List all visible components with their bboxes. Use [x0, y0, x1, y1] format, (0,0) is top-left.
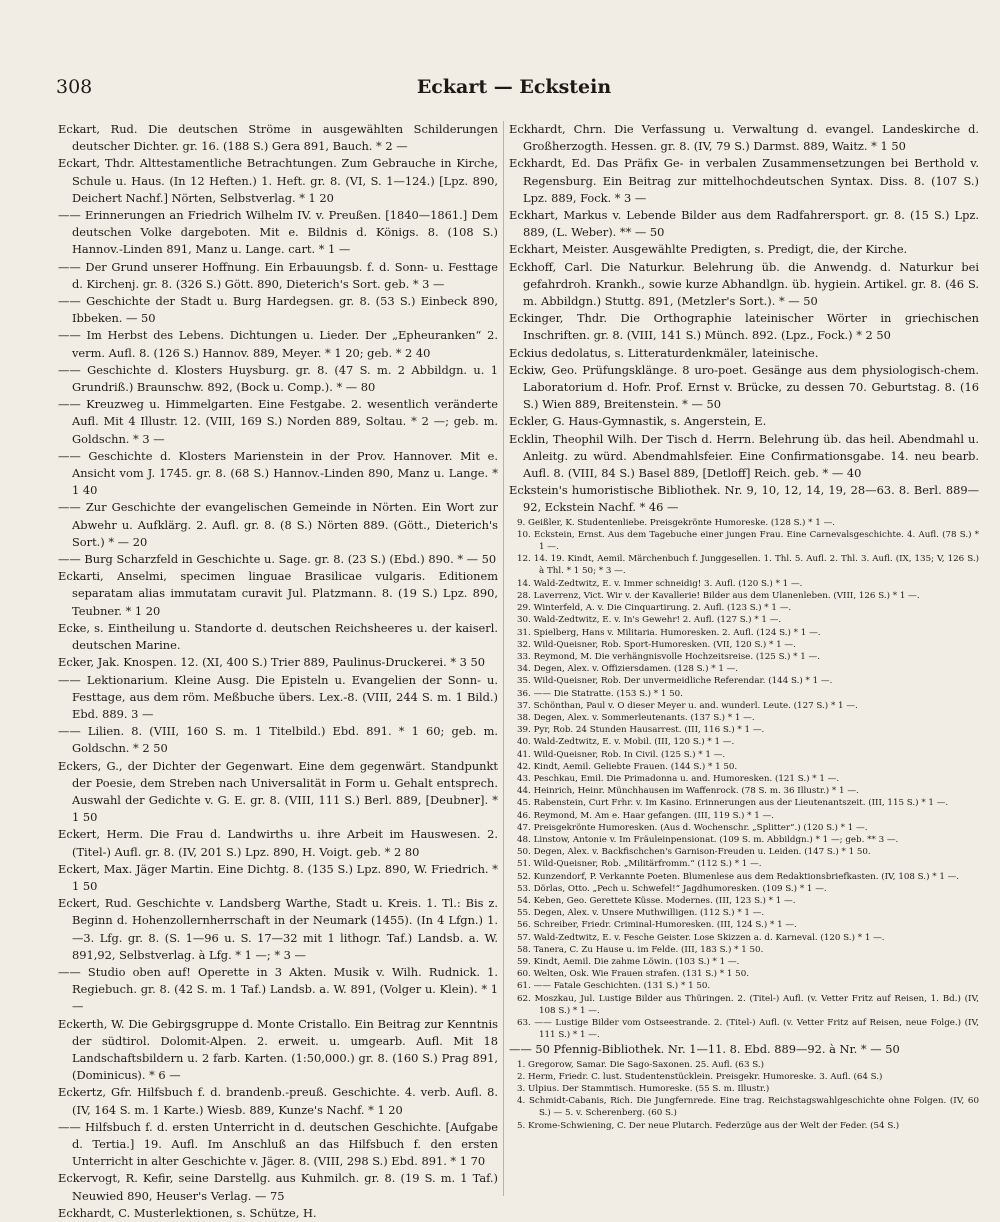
column-divider	[503, 121, 504, 1196]
bibliography-entry: Eckers, G., der Dichter der Gegenwart. Eine dem gegenwärt. Standpunkt der Poesie, dem Streben nach Universalität in Form u. Gehalt entsprech. Auswahl der Gedichte v. G. E. gr. 8. (VIII, 111 S.) Berl. 889, [Deubner]. * 1 50	[58, 758, 498, 825]
bibliography-entry: Eckhardt, C. Musterlektionen, s. Schütze, H.	[58, 1205, 317, 1220]
bibliography-entry: Eckerth, W. Die Gebirgsgruppe d. Monte Cristallo. Ein Beitrag zur Kenntnis der südtirol. Dolomit-Alpen. 2. erweit. u. umgearb. Aufl. Mit 18 Landschaftsbildern u. 2 farb. Karten. (1:50,000.) gr. 8. (160 S.) Prag 891, (Dominicus). * 6 —	[58, 1016, 498, 1083]
bibliography-entry: Ecke, s. Eintheilung u. Standorte d. deutschen Reichsheeres u. der kaiserl. deutschen Marine.	[58, 620, 498, 653]
bibliography-entry: Eckhardt, Ed. Das Präfix Ge- in verbalen Zusammensetzungen bei Berthold v. Regensburg. Ein Beitrag zur mittelhochdeutschen Syntax. Diss. 8. (107 S.) Lpz. 889, Fock. * 3 —	[509, 156, 979, 205]
page-header	[52, 76, 976, 106]
bibliography-entry: Eckert, Herm. Die Frau d. Landwirths u. ihre Arbeit im Hauswesen. 2. (Titel-) Aufl. gr. 8. (IV, 201 S.) Lpz. 890, H. Voigt. geb. * 2 80	[58, 827, 498, 859]
bibliography-entry: —— Der Grund unserer Hoffnung. Ein Erbauungsb. f. d. Sonn- u. Festtage d. Kirchenj. gr. 8. (326 S.) Gött. 890, Dieterich's Sort. geb. * 3 —	[58, 259, 498, 291]
numbered-item: 40. Wald-Zedtwitz, E. v. Mobil. (III, 120 S.) * 1 —.	[517, 737, 735, 748]
bibliography-entry: Eckert, Rud. Geschichte v. Landsberg Warthe, Stadt u. Kreis. 1. Tl.: Bis z. Beginn d. Hohenzollernherrschaft in der Neumark (1455). (In 4 Lfgn.) 1.—3. Lfg. gr. 8. (S. 1—96 u. S. 17—32 mit 1 lithogr. Taf.) Landsb. a. W. 891,92, Selbstverlag. à Lfg. * 1 —; * 3 —	[58, 896, 498, 962]
bibliography-entry: —— Studio oben auf! Operette in 3 Akten. Musik v. Wilh. Rudnick. 1. Regiebuch. gr. 8. (42 S. m. 1 Taf.) Landsb. a. W. 891, (Volger u. Klein). * 1 —	[58, 964, 498, 1014]
numbered-item: 30. Wald-Zedtwitz, E. v. In's Gewehr! 2. Aufl. (127 S.) * 1 —.	[517, 615, 782, 626]
numbered-item: 37. Schönthan, Paul v. O dieser Meyer u. and. wunderl. Leute. (127 S.) * 1 —.	[517, 700, 858, 711]
numbered-item: 58. Tanera, C. Zu Hause u. im Felde. (III, 183 S.) * 1 50.	[517, 944, 764, 955]
numbered-item: 59. Kindt, Aemil. Die zahme Löwin. (103 S.) * 1 —.	[517, 956, 740, 967]
bibliography-entry: —— Lektionarium. Kleine Ausg. Die Episteln u. Evangelien der Sonn- u. Festtage, aus dem röm. Meßbuche übers. Lex.-8. (VIII, 244 S. m. 1 Bild.) Ebd. 889. 3 —	[58, 672, 498, 721]
numbered-item: 10. Eckstein, Ernst. Aus dem Tagebuche einer jungen Frau. Eine Carnevalsgeschichte. 4. Aufl. (78 S.) * 1 —.	[517, 529, 979, 553]
numbered-item: 57. Wald-Zedtwitz, E. v. Fesche Geister. Lose Skizzen a. d. Karneval. (120 S.) * 1 —.	[517, 932, 885, 943]
bibliography-entry: Eckervogt, R. Kefir, seine Darstellg. aus Kuhmilch. gr. 8. (19 S. m. 1 Taf.) Neuwied 890, Heuser's Verlag. — 75	[58, 1171, 498, 1203]
numbered-item: 50. Degen, Alex. v. Backfischchen's Garnison-Freuden u. Leiden. (147 S.) * 1 50.	[517, 847, 871, 858]
running-title: Eckart — Eckstein	[416, 76, 612, 98]
numbered-item: 55. Degen, Alex. v. Unsere Muthwilligen. (112 S.) * 1 —.	[517, 908, 765, 919]
right-column	[509, 121, 979, 1196]
bibliography-entry: —— Geschichte d. Klosters Huysburg. gr. 8. (47 S. m. 2 Abbildgn. u. 1 Grundriß.) Braunschw. 892, (Bock u. Comp.). * — 80	[58, 362, 498, 395]
bibliography-entry: Eckart, Rud. Die deutschen Ströme in ausgewählten Schilderungen deutscher Dichter. gr. 16. (188 S.) Gera 891, Bauch. * 2 —	[58, 122, 498, 154]
bibliography-entry: Eckhardt, Chrn. Die Verfassung u. Verwaltung d. evangel. Landeskirche d. Großherzogth. Hessen. gr. 8. (IV, 79 S.) Darmst. 889, Waitz. * 1 50	[509, 122, 979, 154]
numbered-item: 12. 14. 19. Kindt, Aemil. Märchenbuch f. Junggesellen. 1. Thl. 5. Aufl. 2. Thl. 3. Aufl. (IX, 135; V, 126 S.) à Thl. * 1 50; * 3 —.	[517, 554, 979, 577]
numbered-item: 45. Rabenstein, Curt Frhr. v. Im Kasino. Erinnerungen aus der Lieutenantszeit. (III, 115 S.) * 1 —.	[517, 798, 949, 809]
bibliography-entry: —— Burg Scharzfeld in Geschichte u. Sage. gr. 8. (23 S.) (Ebd.) 890. * — 50	[58, 552, 497, 567]
numbered-item: 32. Wild-Queisner, Rob. Sport-Humoresken. (VII, 120 S.) * 1 —.	[517, 639, 796, 650]
numbered-item: 31. Spielberg, Hans v. Militaria. Humoresken. 2. Aufl. (124 S.) * 1 —.	[517, 627, 821, 638]
bibliography-entry: Eckert, Max. Jäger Martin. Eine Dichtg. 8. (135 S.) Lpz. 890, W. Friedrich. * 1 50	[58, 861, 498, 893]
numbered-item: 2. Herm, Friedr. C. lust. Studentenstücklein. Preisgekr. Humoreske. 3. Aufl. (64 S.)	[517, 1071, 883, 1082]
numbered-item: 56. Schreiber, Friedr. Criminal-Humoresken. (III, 124 S.) * 1 —.	[517, 920, 797, 931]
numbered-item: 52. Kunzendorf, P. Verkannte Poeten. Blumenlese aus dem Redaktionsbriefkasten. (IV, 108 S.) * 1 —.	[517, 871, 960, 882]
left-column	[58, 121, 498, 1220]
numbered-item: 29. Winterfeld, A. v. Die Cinquartirung. 2. Aufl. (123 S.) * 1 —.	[517, 603, 792, 614]
bibliography-entry: Eckler, G. Haus-Gymnastik, s. Angerstein, E.	[509, 414, 767, 429]
numbered-item: 44. Heinrich, Heinr. Münchhausen im Waffenrock. (78 S. m. 36 Illustr.) * 1 —.	[517, 786, 859, 797]
bibliography-entry: Eckertz, Gfr. Hilfsbuch f. d. brandenb.-preuß. Geschichte. 4. verb. Aufl. 8. (IV, 164 S. m. 1 Karte.) Wiesb. 889, Kunze's Nachf. * 1 20	[58, 1085, 498, 1117]
numbered-item: 33. Reymond, M. Die verhängnisvolle Hochzeitsreise. (125 S.) * 1 —.	[517, 651, 820, 662]
bibliography-entry: Eckart, Thdr. Alttestamentliche Betrachtungen. Zum Gebrauche in Kirche, Schule u. Haus. (In 12 Heften.) 1. Heft. gr. 8. (VI, S. 1—124.) [Lpz. 890, Deichert Nachf.] Nörten, Selbstverlag. * 1 20	[58, 156, 498, 205]
numbered-item: 35. Wild-Queisner, Rob. Der unvermeidliche Referendar. (144 S.) * 1 —.	[517, 676, 833, 687]
bibliography-entry: —— Geschichte d. Klosters Marienstein in der Prov. Hannover. Mit e. Ansicht vom J. 1745. gr. 8. (68 S.) Hannov.-Linden 890, Manz u. Lange. * 1 40	[58, 448, 498, 498]
bibliography-entry: Eckhart, Meister. Ausgewählte Predigten, s. Predigt, die, der Kirche.	[509, 242, 908, 257]
numbered-item: 46. Reymond, M. Am e. Haar gefangen. (III, 119 S.) * 1 —.	[517, 810, 774, 821]
bibliography-entry: Eckarti, Anselmi, specimen linguae Brasilicae vulgaris. Editionem separatam alias immutatam curavit Jul. Platzmann. 8. (19 S.) Lpz. 890, Teubner. * 1 20	[58, 569, 498, 618]
bibliography-entry: —— Zur Geschichte der evangelischen Gemeinde in Nörten. Ein Wort zur Abwehr u. Aufklärg. 2. Aufl. gr. 8. (8 S.) Nörten 889. (Gött., Dieterich's Sort.) * — 20	[58, 500, 498, 549]
bibliography-entry: Eckhart, Markus v. Lebende Bilder aus dem Radfahrersport. gr. 8. (15 S.) Lpz. 889, (L. Weber). ** — 50	[509, 208, 979, 240]
bibliography-entry: —— Geschichte der Stadt u. Burg Hardegsen. gr. 8. (53 S.) Einbeck 890, Ibbeken. — 50	[58, 294, 498, 326]
page-number: 308	[56, 76, 93, 98]
numbered-item: 43. Peschkau, Emil. Die Primadonna u. and. Humoresken. (121 S.) * 1 —.	[517, 773, 840, 784]
numbered-item: 4. Schmidt-Cabanis, Rich. Die Jungfernrede. Eine trag. Reichstagswahlgeschichte ohne Folgen. (IV, 60 S.) — 5. v. Scherenberg. (60 S.)	[517, 1096, 979, 1119]
numbered-item: 63. —— Lustige Bilder vom Ostseestrande. 2. (Titel-) Aufl. (v. Vetter Fritz auf Reisen, neue Folge.) (IV, 111 S.) * 1 —.	[517, 1018, 979, 1041]
bibliography-entry: Eckiw, Geo. Prüfungsklänge. 8 uro-poet. Gesänge aus dem physiologisch-chem. Laboratorium d. Hofr. Prof. Ernst v. Brücke, zu dessen 70. Geburtstag. 8. (16 S.) Wien 889, Breitenstein. * — 50	[509, 362, 979, 412]
numbered-item: 38. Degen, Alex. v. Sommerleutenants. (137 S.) * 1 —.	[517, 712, 755, 723]
numbered-item: 3. Ulpius. Der Stammtisch. Humoreske. (55 S. m. Illustr.)	[517, 1084, 770, 1095]
bibliography-entry: —— Hilfsbuch f. d. ersten Unterricht in d. deutschen Geschichte. [Aufgabe d. Tertia.] 19. Aufl. Im Anschluß an das Hilfsbuch f. den ersten Unterricht in alter Geschichte v. Jäger. 8. (VIII, 298 S.) Ebd. 891. * 1 70	[58, 1119, 498, 1169]
numbered-item: 1. Gregorow, Samar. Die Sago-Saxonen. 25. Aufl. (63 S.)	[517, 1059, 765, 1070]
bibliography-entry: —— Kreuzweg u. Himmelgarten. Eine Festgabe. 2. wesentlich veränderte Aufl. Mit 4 Illustr. 12. (VIII, 169 S.) Norden 889, Soltau. * 2 —; geb. m. Goldschn. * 3 —	[58, 397, 498, 446]
humoristische-bibliothek-list	[509, 517, 979, 1042]
bibliography-entry: Eckinger, Thdr. Die Orthographie lateinischer Wörter in griechischen Inschriften. gr. 8. (VIII, 141 S.) Münch. 892. (Lpz., Fock.) * 2 50	[509, 311, 979, 343]
numbered-item: 48. Linstow, Antonie v. Im Fräuleinpensionat. (109 S. m. Abbildgn.) * 1 —; geb. ** 3 —.	[517, 834, 899, 845]
bibliography-entry: Ecklin, Theophil Wilh. Der Tisch d. Herrn. Belehrung üb. das heil. Abendmahl u. Anleitg. zu würd. Abendmahlsfeier. Eine Confirmationsgabe. 14. neu bearb. Aufl. 8. (VIII, 84 S.) Basel 889, [Detloff] Reich. geb. * — 40	[509, 431, 979, 481]
numbered-item: 54. Keben, Geo. Gerettete Küsse. Modernes. (III, 123 S.) * 1 —.	[517, 895, 796, 906]
pfennig-bibliothek-entry: —— 50 Pfennig-Bibliothek. Nr. 1—11. 8. Ebd. 889—92. à Nr. * — 50	[509, 1042, 900, 1057]
numbered-item: 41. Wild-Queisner, Rob. In Civil. (125 S.) * 1 —.	[517, 749, 726, 760]
numbered-item: 36. —— Die Statratte. (153 S.) * 1 50.	[517, 688, 683, 699]
numbered-item: 28. Laverrenz, Vict. Wir v. der Kavallerie! Bilder aus dem Ulanenleben. (VIII, 126 S.) * 1 —.	[517, 590, 920, 601]
numbered-item: 39. Pyr, Rob. 24 Stunden Hausarrest. (III, 116 S.) * 1 —.	[517, 725, 765, 736]
numbered-item: 60. Welten, Osk. Wie Frauen strafen. (131 S.) * 1 50.	[517, 969, 749, 980]
bibliography-entry: Ecker, Jak. Knospen. 12. (XI, 400 S.) Trier 889, Paulinus-Druckerei. * 3 50	[58, 655, 485, 670]
bibliography-entry: Eckhoff, Carl. Die Naturkur. Belehrung üb. die Anwendg. d. Naturkur bei gefahrdroh. Krankh., sowie kurze Abhandlgn. üb. hygiein. Artikel. gr. 8. (46 S. m. Abbildgn.) Stuttg. 891, (Metzler's Sort.). * — 50	[509, 259, 979, 309]
numbered-item: 5. Krome-Schwiening, C. Der neue Plutarch. Federzüge aus der Welt der Feder. (54 S.)	[517, 1120, 900, 1131]
bibliography-entry: Eckstein's humoristische Bibliothek. Nr. 9, 10, 12, 14, 19, 28—63. 8. Berl. 889—92, Eckstein Nachf. * 46 —	[509, 483, 979, 515]
bibliography-entry: —— Erinnerungen an Friedrich Wilhelm IV. v. Preußen. [1840—1861.] Dem deutschen Volke dargeboten. Mit e. Bildnis d. Königs. 8. (108 S.) Hannov.-Linden 891, Manz u. Lange. cart. * 1 —	[58, 208, 498, 257]
right-column-entries	[509, 121, 979, 517]
numbered-item: 9. Geißler, K. Studentenliebe. Preisgekrönte Humoreske. (128 S.) * 1 —.	[517, 517, 836, 528]
numbered-item: 42. Kindt, Aemil. Geliebte Frauen. (144 S.) * 1 50.	[517, 761, 738, 772]
numbered-item: 14. Wald-Zedtwitz, E. v. Immer schneidig! 3. Aufl. (120 S.) * 1 —.	[517, 578, 803, 589]
numbered-item: 61. —— Fatale Geschichten. (131 S.) * 1 50.	[517, 981, 711, 992]
bibliography-entry: Eckius dedolatus, s. Litteraturdenkmäler, lateinische.	[509, 345, 819, 360]
numbered-item: 47. Preisgekrönte Humoresken. (Aus d. Wochenschr. „Splitter“.) (120 S.) * 1 —.	[517, 822, 868, 833]
bibliography-entry: —— Im Herbst des Lebens. Dichtungen u. Lieder. Der „Epheuranken“ 2. verm. Aufl. 8. (126 S.) Hannov. 889, Meyer. * 1 20; geb. * 2 40	[58, 328, 498, 360]
numbered-item: 34. Degen, Alex. v. Offiziersdamen. (128 S.) * 1 —.	[517, 664, 739, 675]
bibliography-entry: —— Lilien. 8. (VIII, 160 S. m. 1 Titelbild.) Ebd. 891. * 1 60; geb. m. Goldschn. * 2 50	[58, 724, 498, 756]
numbered-item: 53. Dörlas, Otto. „Pech u. Schwefel!“ Jagdhumoresken. (109 S.) * 1 —.	[517, 883, 827, 894]
pfennig-bibliothek-list	[509, 1059, 979, 1132]
numbered-item: 51. Wild-Queisner, Rob. „Militärfromm.“ (112 S.) * 1 —.	[517, 859, 762, 870]
numbered-item: 62. Moszkau, Jul. Lustige Bilder aus Thüringen. 2. (Titel-) Aufl. (v. Vetter Fritz auf Reisen, 1. Bd.) (IV, 108 S.) * 1 —.	[517, 993, 979, 1016]
